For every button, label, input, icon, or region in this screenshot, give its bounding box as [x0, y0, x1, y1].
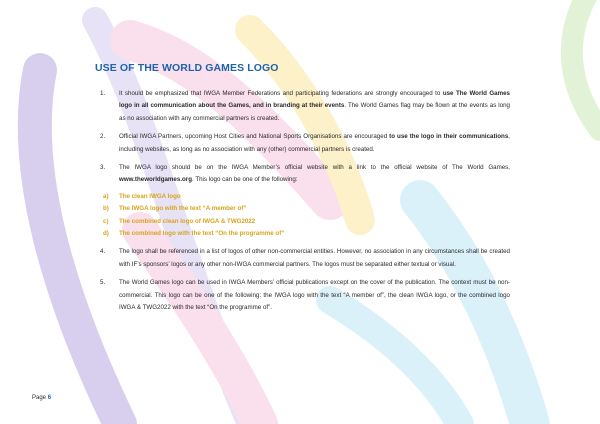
- list-item-emphasis: use The World Games logo in all communication about the Games, and in branding at their events: [119, 90, 510, 110]
- sub-item-text: The combined logo with the text “On the programme of”: [119, 230, 285, 238]
- page-number: 6: [47, 395, 52, 401]
- list-item-text: It should be emphasized that IWGA Member Federations and participating federations are strongly encouraged to: [119, 90, 443, 97]
- section-title: USE OF THE WORLD GAMES LOGO: [95, 62, 279, 74]
- page-footer: [32, 395, 51, 401]
- list-item-5: [100, 277, 510, 314]
- sub-item-d: [100, 228, 510, 240]
- list-item-number: 3.: [100, 164, 106, 172]
- sub-item-letter: b): [103, 205, 109, 213]
- sub-item-letter: c): [103, 217, 109, 225]
- page-label: Page: [32, 395, 47, 401]
- list-item-4: [100, 246, 510, 271]
- sub-item-letter: d): [103, 230, 109, 238]
- sub-item-letter: a): [103, 192, 109, 200]
- sub-item-text: The clean IWGA logo: [119, 192, 181, 200]
- list-item-text: The World Games logo can be used in IWGA Members’ official publications except on the cover of the publication. The context must be non-commercial. This logo can be one of the following: the IWGA logo with the text “A member of”, the clean IWGA logo, or the combined logo IWGA & TWG2022 with the text “On the programme of”.: [119, 279, 510, 312]
- list-item-number: 1.: [100, 90, 106, 97]
- list-item-number: 5.: [100, 279, 106, 287]
- list-item-1: [100, 88, 510, 125]
- list-item-number: 4.: [100, 248, 106, 256]
- sub-item-c: [100, 216, 510, 228]
- sub-item-a: [100, 191, 510, 203]
- list-item-text: . This logo can be one of the following:: [192, 176, 298, 184]
- list-item-2: [100, 131, 510, 156]
- list-item-text: The IWGA logo should be on the IWGA Member’s official website with a link to the official website of The World Games,: [119, 164, 510, 172]
- list-item-3: [100, 162, 510, 187]
- list-item-text: The logo shall be referenced in a list of logos of other non-commercial entities. However, no association in any circumstances shall be created with IF’s sponsors’ logos or any other non-IWGA commercial partners. The logos must be separated either textual or visual.: [119, 248, 510, 268]
- sub-item-b: [100, 203, 510, 215]
- sub-item-text: The combined clean logo of IWGA & TWG2022: [119, 217, 256, 225]
- website-link[interactable]: www.theworldgames.org: [119, 176, 192, 184]
- sub-list: [100, 191, 510, 241]
- list-item-text: Official IWGA Partners, upcoming Host Cities and National Sports Organisations are encouraged: [119, 133, 390, 141]
- list-item-text: , including websites, as long as no association with any (other) commercial partners is created.: [119, 133, 511, 153]
- sub-item-text: The IWGA logo with the text “A member of”: [119, 205, 247, 213]
- list-item-text: . The World Games flag may be flown at the events as long as no association with any commercial partners is created.: [119, 102, 511, 122]
- list-item-number: 2.: [100, 133, 106, 141]
- list-item-emphasis: to use the logo in their communications: [389, 133, 509, 141]
- numbered-list: [100, 88, 510, 315]
